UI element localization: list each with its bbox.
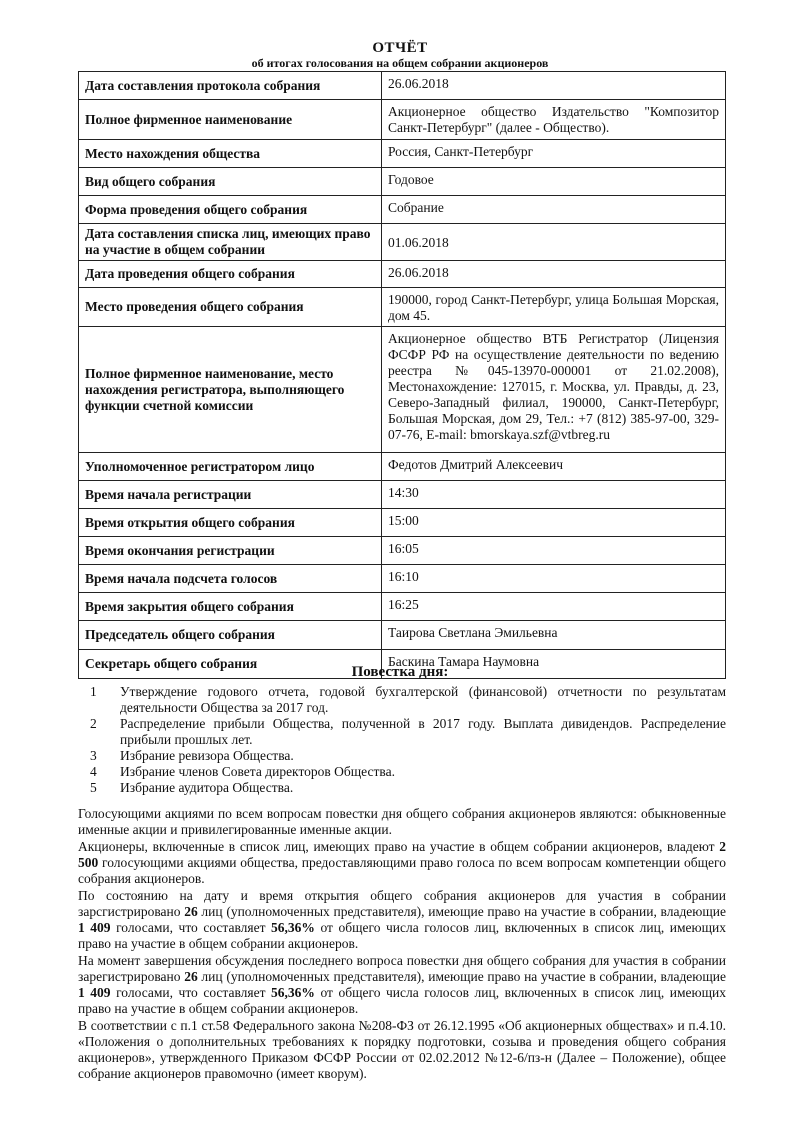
row-label: Дата составления протокола собрания [79,72,382,100]
paragraph-text: В соответствии с п.1 ст.58 Федерального закона №208-ФЗ от 26.12.1995 «Об акционерных обществах» и п.4.10. «Положения о дополнительных требованиях к порядку подготовки, созыва и проведения общего собрания акционеров», утвержденного Приказом ФСФР России от 02.02.2012 №12-6/пз-н (Далее – Положение), общее собрание акционеров правомочно (имеет кворум). [78,1018,726,1081]
table-row [79,593,726,621]
emphasis-number: 1 409 [78,985,111,1000]
table-row [79,72,726,100]
row-label: Время закрытия общего собрания [79,593,382,621]
paragraph-text: Голосующими акциями по всем вопросам повестки дня общего собрания акционеров являются: обыкновенные именные акции и привилегированные именные акции. [78,806,726,837]
row-value: 14:30 [382,481,726,509]
paragraph-text: от общего числа голосов лиц, включенных в список лиц, имеющих право на участие в общем собрании акционеров. [78,985,727,1016]
list-item [78,716,726,748]
paragraph-text: Акционеры, включенные в список лиц, имеющих право на участие в общем собрании акционеров, владеют [78,839,720,854]
paragraph-text: голосами, что составляет [110,985,272,1000]
row-value: 15:00 [382,509,726,537]
emphasis-number: 56,36% [271,920,315,935]
row-label: Председатель общего собрания [79,621,382,650]
emphasis-number: 26 [184,969,198,984]
paragraph-text: По состоянию на дату и время открытия общего собрания акционеров для участия в собрании зарсгистрировано [78,888,726,919]
emphasis-number: 26 [184,904,198,919]
report-table [78,71,726,679]
agenda-text: Избрание аудитора Общества. [120,780,294,795]
table-row [79,565,726,593]
paragraph-text: голосами, что составляет [110,920,272,935]
table-row [79,196,726,224]
row-label: Время начала подсчета голосов [79,565,382,593]
report-title: ОТЧЁТ [372,40,428,56]
table-row [79,537,726,565]
row-label: Время окончания регистрации [79,537,382,565]
row-value: 01.06.2018 [382,224,726,261]
emphasis-number: 56,36% [271,985,315,1000]
row-value: Акционерное общество ВТБ Регистратор (Лицензия ФСФР РФ на осуществление деятельности по ведению реестра №045-13970-000001 от 21.02.2008), Местонахождение: 127015, г. Москва, ул. Правды, д. 23, Северо-Западный филиал, 190000, Санкт-Петербург, Большая Морская, дом 29, Тел.: +7 (812) 385-97-00, 329-07-76, E-mail: bmorskaya.szf@vtbreg.ru [382,327,726,453]
agenda-number: 2 [90,716,97,731]
report-subtitle: об итогах голосования на общем собрании акционеров [251,56,549,70]
paragraph-text: лиц (уполномоченных представителя), имеющие право на участие в собрании, владеющие [197,904,726,919]
row-value: 26.06.2018 [382,72,726,100]
agenda-text: Утверждение годового отчета, годовой бухгалтерской (финансовой) отчетности по результатам деятельности Общества за 2017 год. [120,684,726,715]
row-value: 16:10 [382,565,726,593]
table-row [79,509,726,537]
row-value: 190000, город Санкт-Петербург, улица Большая Морская, дом 45. [382,288,726,327]
list-item [78,748,726,764]
table-row [79,224,726,261]
table-row [79,327,726,453]
table-row [79,140,726,168]
list-item [78,684,726,716]
paragraph-text: лиц (уполномоченных представителя), имеющие право на участие в собрании, владеющие [197,969,726,984]
table-row [79,621,726,650]
agenda-list [78,684,726,796]
table-row [79,288,726,327]
row-label: Полное фирменное наименование, место нахождения регистратора, выполняющего функции счетной комиссии [79,327,382,453]
row-value: Федотов Дмитрий Алексеевич [382,453,726,481]
row-label: Полное фирменное наименование [79,100,382,140]
row-value: Годовое [382,168,726,196]
agenda-number: 1 [90,684,97,699]
row-label: Дата составления списка лиц, имеющих право на участие в общем собрании [79,224,382,261]
paragraph-registration-opening [78,888,726,952]
row-value: Акционерное общество Издательство "Композитор Санкт-Петербург" (далее - Общество). [382,100,726,140]
agenda-number: 3 [90,748,97,763]
row-value: Таирова Светлана Эмильевна [382,621,726,650]
table-row [79,453,726,481]
row-value: 26.06.2018 [382,261,726,288]
paragraph-text: от общего числа голосов лиц, включенных в список лиц, имеющих право на участие в общем собрании акционеров. [78,920,727,951]
paragraph-text: голосующими акциями общества, предоставляющими право голоса по всем вопросам компетенции общего собрания акционеров. [78,855,726,886]
row-label: Время начала регистрации [79,481,382,509]
agenda-text: Распределение прибыли Общества, полученной в 2017 году. Выплата дивидендов. Распределение прибыли прошлых лет. [120,716,726,747]
paragraph-text: На момент завершения обсуждения последнего вопроса повестки дня общего собрания для участия в собрании зарегистрировано [78,953,726,984]
list-item [78,764,726,780]
row-label: Место нахождения общества [79,140,382,168]
paragraph-shareholders [78,839,726,887]
list-item [78,780,726,796]
paragraph-registration-final [78,953,726,1017]
row-value: 16:25 [382,593,726,621]
emphasis-number: 1 409 [78,920,111,935]
emphasis-number: 2 500 [78,839,726,870]
paragraph-quorum [78,1018,726,1082]
agenda-text: Избрание членов Совета директоров Общества. [120,764,395,779]
body-text [78,806,726,1083]
row-label: Время открытия общего собрания [79,509,382,537]
row-value: Баскина Тамара Наумовна [382,650,726,679]
row-label: Дата проведения общего собрания [79,261,382,288]
table-row [79,481,726,509]
paragraph-voting-shares [78,806,726,838]
table-row [79,100,726,140]
row-value: Россия, Санкт-Петербург [382,140,726,168]
table-row [79,261,726,288]
row-label: Место проведения общего собрания [79,288,382,327]
row-label: Секретарь общего собрания [79,650,382,679]
row-label: Уполномоченное регистратором лицо [79,453,382,481]
agenda-title: Повестка дня: [351,664,449,680]
agenda-text: Избрание ревизора Общества. [120,748,294,763]
row-label: Вид общего собрания [79,168,382,196]
agenda-number: 5 [90,780,97,795]
table-row [79,168,726,196]
row-value: Собрание [382,196,726,224]
row-value: 16:05 [382,537,726,565]
agenda-number: 4 [90,764,97,779]
row-label: Форма проведения общего собрания [79,196,382,224]
